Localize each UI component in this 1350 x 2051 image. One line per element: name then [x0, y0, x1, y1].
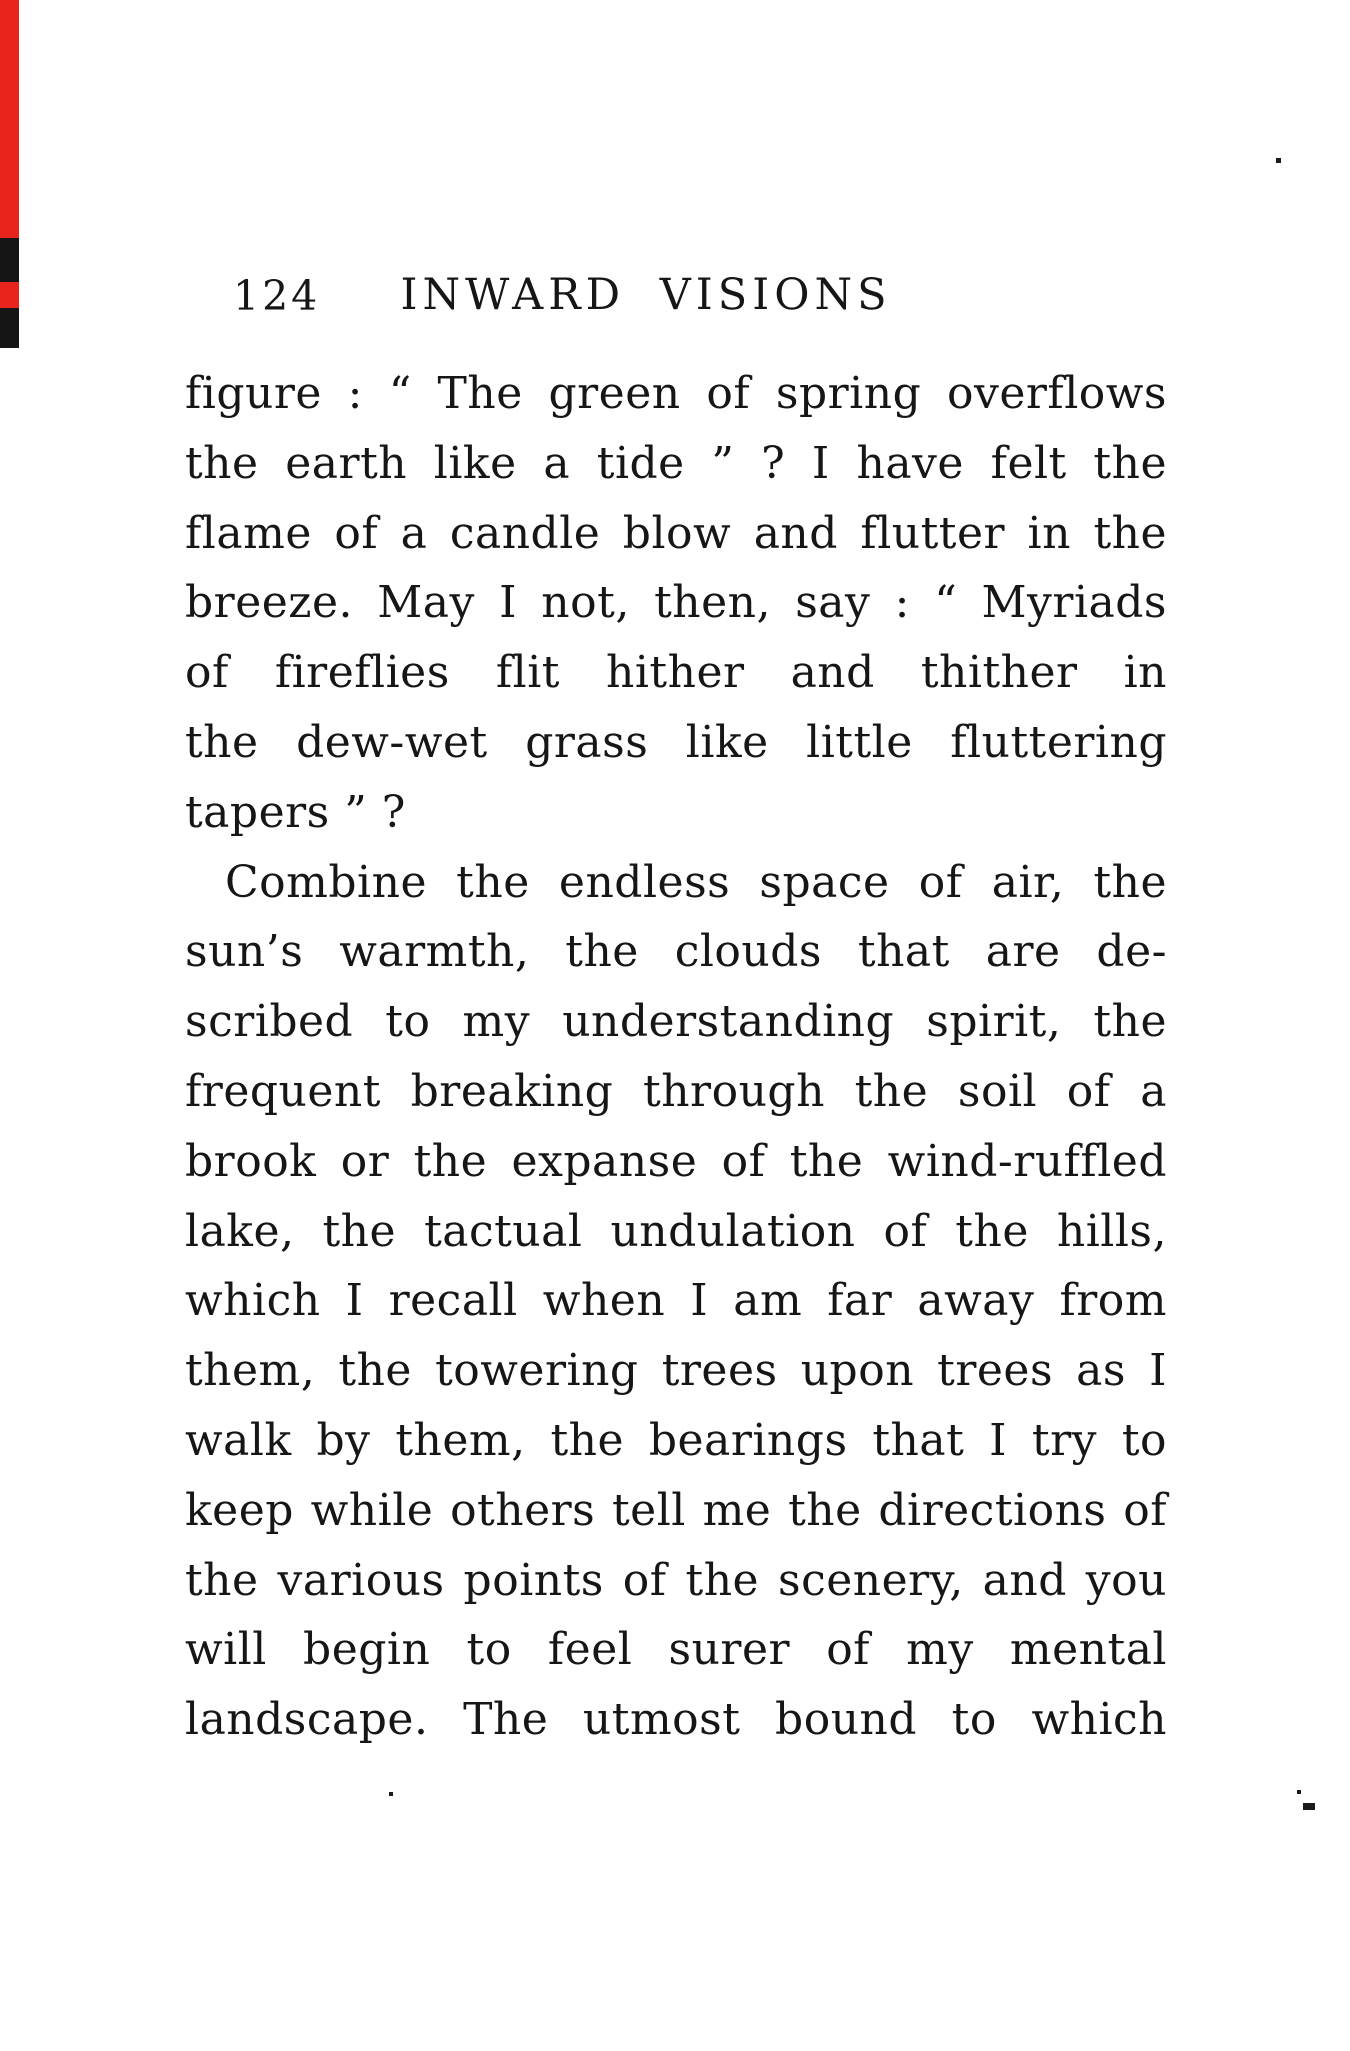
text-line: figure : “ The green of spring overflows [185, 368, 1167, 419]
text-line: the earth like a tide ” ? I have felt the [185, 437, 1167, 489]
text-line: frequent breaking through the soil of a [185, 1065, 1167, 1117]
text-line: them, the towering trees upon trees as I [185, 1345, 1167, 1397]
text-line: of fireflies flit hither and thither in [185, 647, 1167, 699]
text-line: flame of a candle blow and flutter in the [185, 507, 1167, 559]
scan-speck [389, 1792, 393, 1796]
scan-strip-black-segment [0, 238, 19, 282]
text-line: scribed to my understanding spirit, the [185, 996, 1167, 1048]
text-line: will begin to feel surer of my mental [185, 1624, 1167, 1676]
page-number: 124 [233, 272, 321, 320]
scan-speck [1276, 158, 1281, 163]
body-text [185, 359, 1167, 1755]
text-line: which I recall when I am far away from [185, 1275, 1167, 1327]
text-line: sun’s warmth, the clouds that are de- [185, 926, 1167, 978]
scan-speck [1297, 1790, 1301, 1794]
text-line: lake, the tactual undulation of the hills, [185, 1205, 1167, 1257]
running-header [185, 270, 1167, 324]
text-line: Combine the endless space of air, the [225, 856, 1167, 908]
text-line: the various points of the scenery, and you [185, 1554, 1167, 1606]
text-line: tapers ” ? [185, 786, 406, 838]
scan-color-strip [0, 0, 19, 348]
text-line: breeze. May I not, then, say : “ Myriads [185, 577, 1167, 629]
text-line: the dew-wet grass like little fluttering [185, 716, 1167, 768]
text-line: keep while others tell me the directions of [185, 1484, 1167, 1536]
text-line: brook or the expanse of the wind-ruffled [185, 1135, 1167, 1187]
text-line: walk by them, the bearings that I try to [185, 1414, 1167, 1466]
scan-speck [1303, 1803, 1315, 1810]
text-line: landscape. The utmost bound to which [185, 1694, 1167, 1746]
header-title-wrap [155, 270, 1137, 320]
page-title: INWARD VISIONS [400, 270, 892, 320]
scan-strip-black-segment [0, 308, 19, 348]
